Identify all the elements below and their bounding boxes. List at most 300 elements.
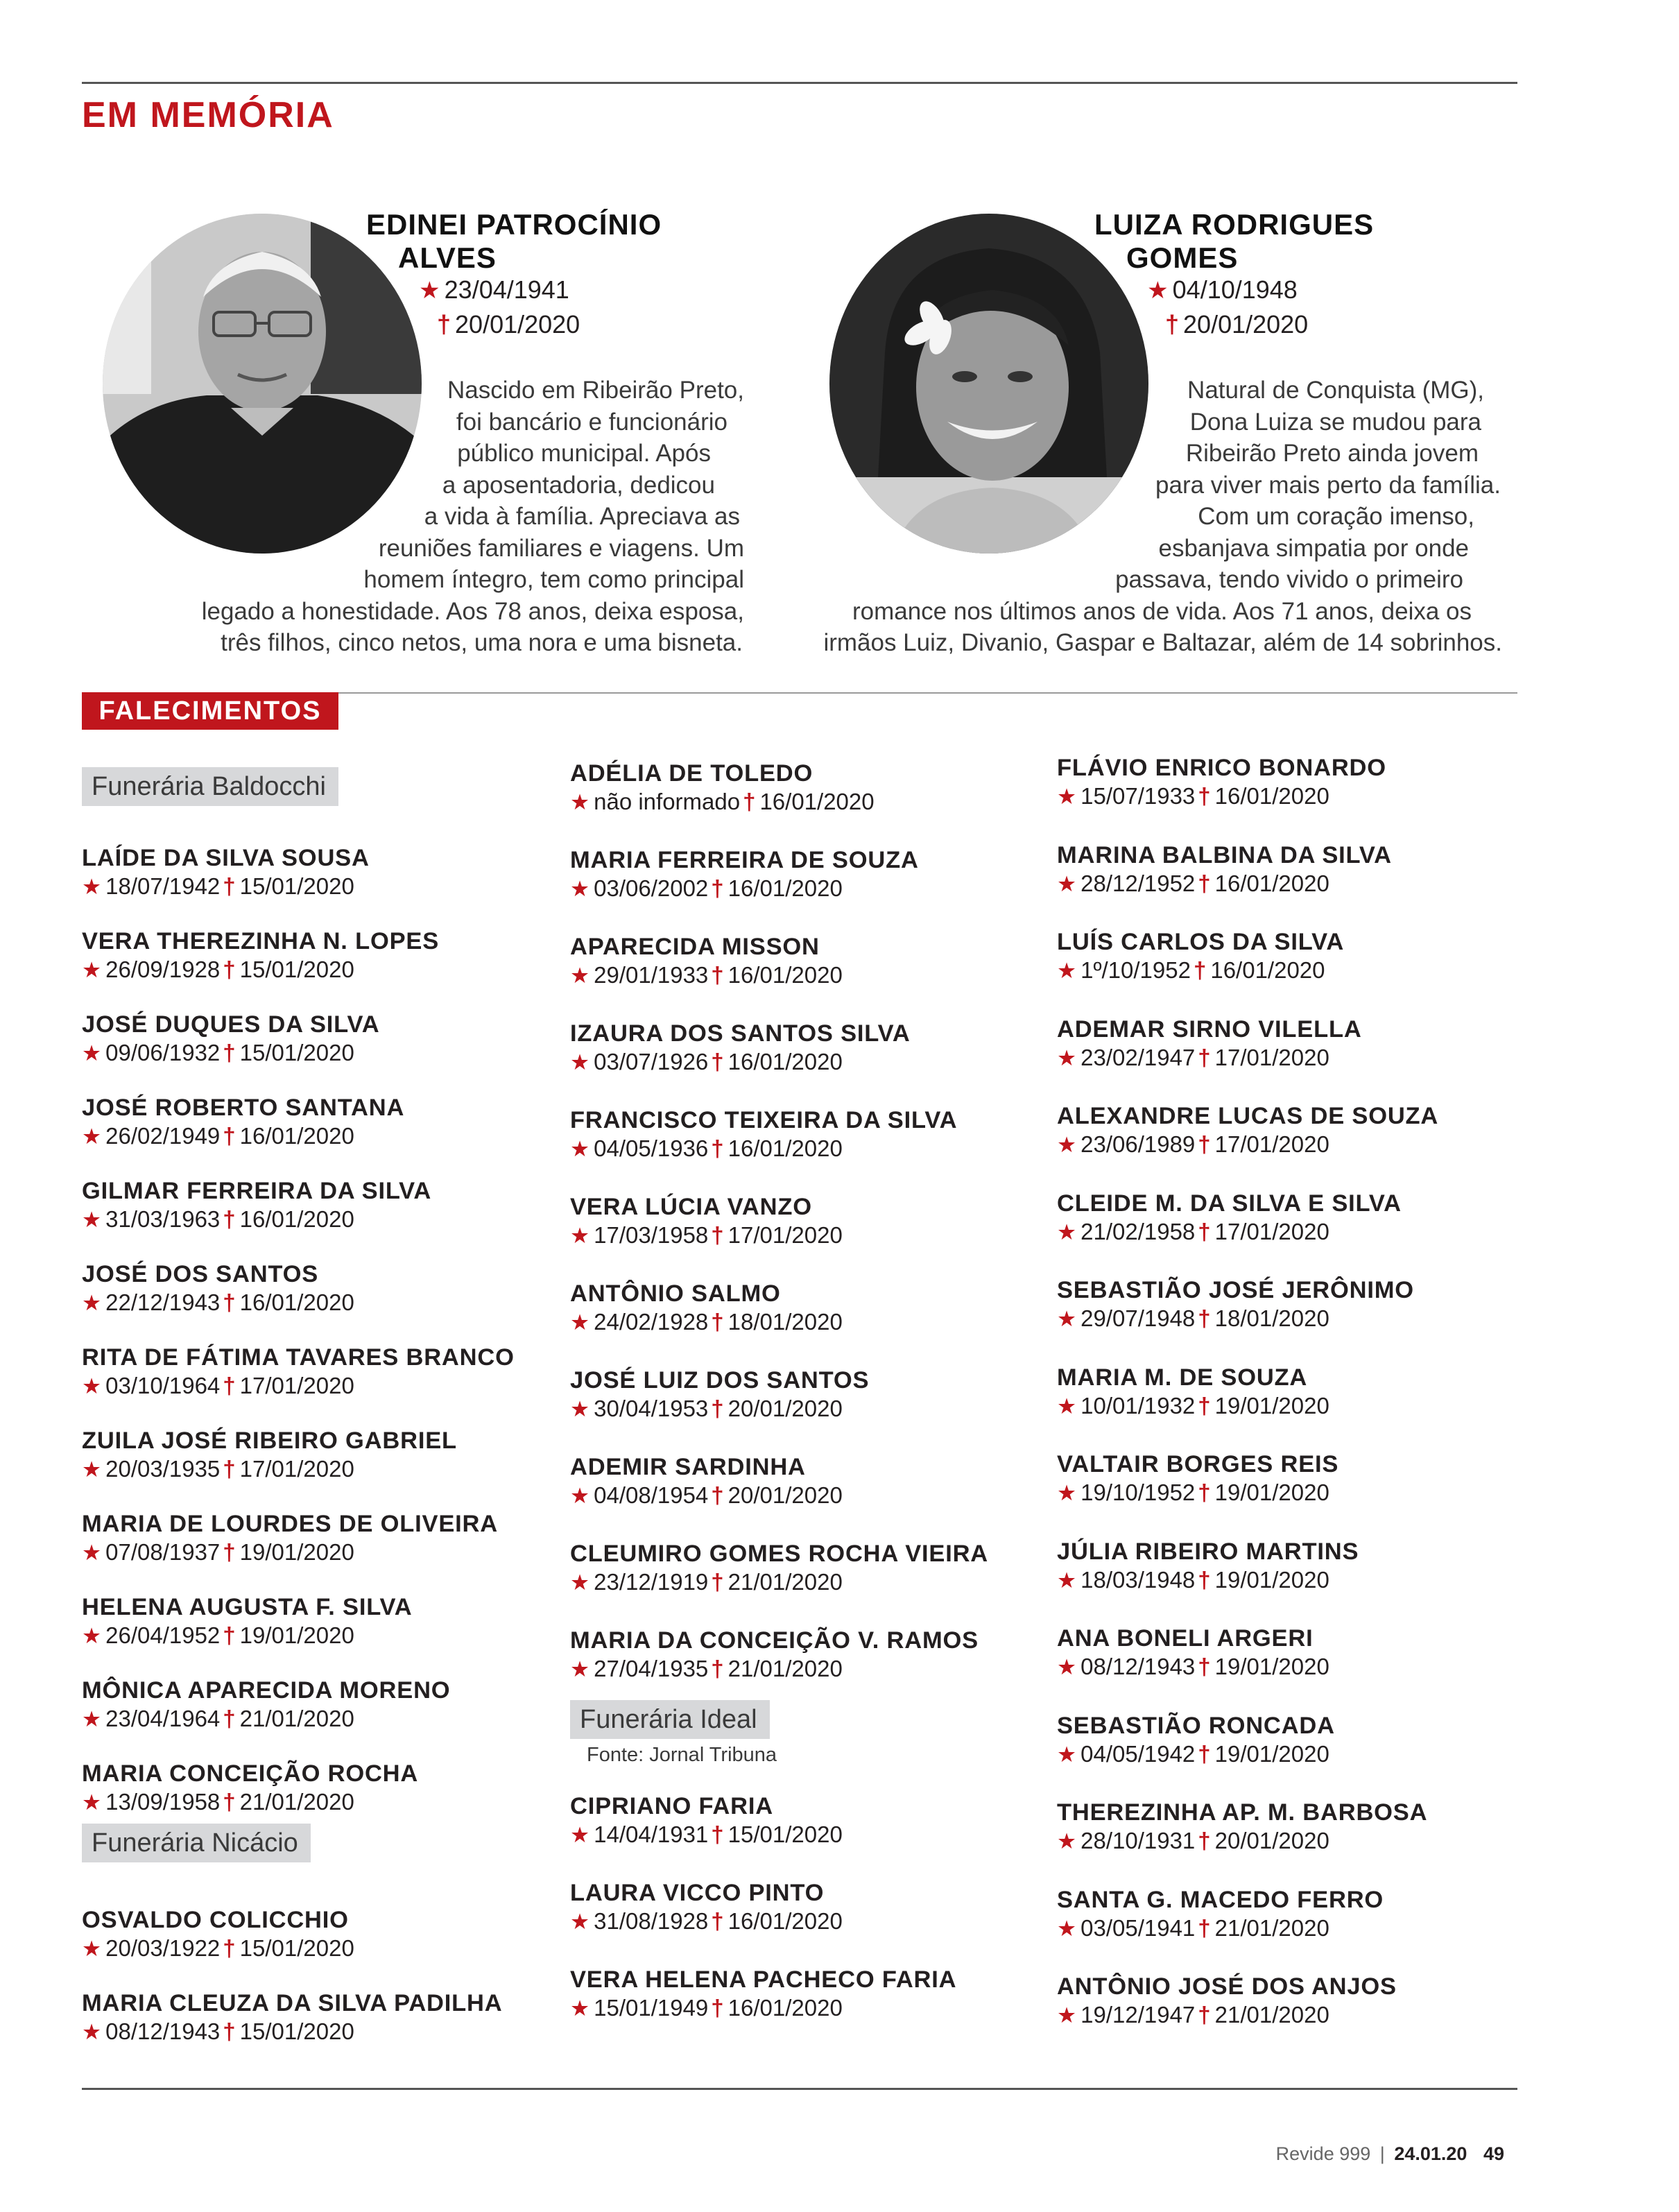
born-date: 23/02/1947 xyxy=(1080,1044,1196,1070)
life-dates xyxy=(1057,1479,1535,1507)
born-date: 04/10/1948 xyxy=(1172,275,1298,304)
obituary-list xyxy=(570,759,1049,1713)
cross-icon: † xyxy=(223,1040,236,1065)
cross-icon: † xyxy=(223,1123,236,1149)
cross-icon: † xyxy=(711,1995,724,2021)
died-date: 16/01/2020 xyxy=(1214,783,1329,809)
cross-icon: † xyxy=(711,1821,724,1847)
memorial-name-line2: ALVES xyxy=(398,241,497,274)
life-dates xyxy=(82,956,560,984)
bio-line: para viver mais perto da família. xyxy=(1155,471,1501,499)
star-icon: ★ xyxy=(570,963,590,988)
born-date: 20/03/1935 xyxy=(105,1456,221,1482)
star-icon: ★ xyxy=(82,1457,102,1482)
born-date: 22/12/1943 xyxy=(105,1289,221,1315)
died-date: 16/01/2020 xyxy=(1214,870,1329,896)
page-number: 49 xyxy=(1483,2143,1504,2164)
died-date: 20/01/2020 xyxy=(727,1396,843,1421)
bio-line: Dona Luiza se mudou para xyxy=(1189,408,1481,436)
memorial-bio xyxy=(809,375,1502,659)
obituary-entry xyxy=(570,1192,1049,1279)
memorial-died xyxy=(1162,309,1308,340)
memorial-name xyxy=(366,208,755,275)
star-icon: ★ xyxy=(1057,1045,1077,1070)
cross-icon: † xyxy=(711,962,724,988)
died-date: 16/01/2020 xyxy=(239,1289,354,1315)
obituary-entry xyxy=(1057,1450,1535,1537)
cross-icon: † xyxy=(1198,1044,1211,1070)
life-dates xyxy=(570,1395,1049,1423)
cross-icon: † xyxy=(223,1206,236,1232)
born-date: 29/01/1933 xyxy=(594,962,709,988)
born-date: 03/10/1964 xyxy=(105,1373,221,1398)
obituary-entry xyxy=(570,1965,1049,2052)
born-date: 17/03/1958 xyxy=(594,1222,709,1248)
life-dates xyxy=(570,1135,1049,1163)
deceased-name: SEBASTIÃO JOSÉ JERÔNIMO xyxy=(1057,1277,1414,1303)
star-icon: ★ xyxy=(570,1310,590,1335)
star-icon: ★ xyxy=(570,1484,590,1508)
obituary-entry xyxy=(570,1019,1049,1106)
deceased-name: MARIA DE LOURDES DE OLIVEIRA xyxy=(82,1511,498,1537)
obituary-entry xyxy=(82,843,560,927)
obituary-entry xyxy=(1057,1101,1535,1189)
born-date: 15/01/1949 xyxy=(594,1995,709,2021)
died-date: 21/01/2020 xyxy=(239,1789,354,1815)
obituary-entry xyxy=(82,1010,560,1093)
star-icon: ★ xyxy=(1057,1133,1077,1157)
deceased-name: JOSÉ DUQUES DA SILVA xyxy=(82,1011,380,1038)
deceased-name: OSVALDO COLICCHIO xyxy=(82,1907,349,1933)
died-date: 16/01/2020 xyxy=(727,1908,843,1934)
memorial-card xyxy=(809,208,1502,666)
cross-icon: † xyxy=(223,873,236,899)
born-date: 31/08/1928 xyxy=(594,1908,709,1934)
deceased-name: JOSÉ DOS SANTOS xyxy=(82,1261,319,1287)
deceased-name: FRANCISCO TEIXEIRA DA SILVA xyxy=(570,1107,958,1133)
deceased-name: JÚLIA RIBEIRO MARTINS xyxy=(1057,1538,1359,1565)
died-date: 15/01/2020 xyxy=(239,873,354,899)
cross-icon: † xyxy=(1198,1566,1211,1593)
died-date: 16/01/2020 xyxy=(239,1123,354,1149)
died-date: 15/01/2020 xyxy=(239,957,354,982)
born-date: 29/07/1948 xyxy=(1080,1305,1196,1331)
born-date: 04/08/1954 xyxy=(594,1482,709,1508)
life-dates xyxy=(570,1568,1049,1597)
bio-line: Ribeirão Preto ainda jovem xyxy=(1185,440,1479,467)
memorial-card xyxy=(82,208,775,666)
life-dates xyxy=(82,1935,560,1963)
life-dates xyxy=(82,1788,560,1817)
obituary-list xyxy=(82,843,560,1842)
magazine-name: Revide 999 xyxy=(1275,2143,1371,2164)
star-icon: ★ xyxy=(1057,2003,1077,2027)
bio-line: reuniões familiares e viagens. Um xyxy=(378,534,744,562)
deceased-name: RITA DE FÁTIMA TAVARES BRANCO xyxy=(82,1344,515,1371)
obituary-entry xyxy=(82,1343,560,1426)
cross-icon: † xyxy=(1198,1914,1211,1941)
life-dates xyxy=(1057,1044,1535,1072)
deceased-name: GILMAR FERREIRA DA SILVA xyxy=(82,1178,432,1204)
star-icon: ★ xyxy=(82,1707,102,1731)
obituary-entry xyxy=(1057,1711,1535,1799)
born-date: 19/10/1952 xyxy=(1080,1480,1196,1505)
deceased-name: MARIA DA CONCEIÇÃO V. RAMOS xyxy=(570,1627,979,1654)
obituary-entry xyxy=(1057,927,1535,1015)
cross-icon: † xyxy=(437,310,451,338)
star-icon: ★ xyxy=(1057,1829,1077,1853)
funeral-home-label: Funerária Baldocchi xyxy=(82,767,338,806)
star-icon: ★ xyxy=(82,875,102,899)
obituary-entry xyxy=(1057,1015,1535,1102)
born-date: 23/12/1919 xyxy=(594,1569,709,1595)
born-date: 15/07/1933 xyxy=(1080,783,1196,809)
cross-icon: † xyxy=(711,1396,724,1421)
star-icon: ★ xyxy=(1057,1219,1077,1244)
star-icon: ★ xyxy=(1057,1916,1077,1941)
born-date: 14/04/1931 xyxy=(594,1821,709,1847)
obituary-entry xyxy=(570,1106,1049,1192)
obituary-entry xyxy=(1057,1624,1535,1711)
life-dates xyxy=(1057,1218,1535,1246)
born-date: 26/09/1928 xyxy=(105,957,221,982)
memorial-name-line1: LUIZA RODRIGUES xyxy=(1094,208,1375,241)
source-note: Fonte: Jornal Tribuna xyxy=(587,1744,777,1766)
life-dates xyxy=(82,1538,560,1567)
life-dates xyxy=(82,1039,560,1068)
born-date: 04/05/1936 xyxy=(594,1135,709,1161)
memorial-name-line1: EDINEI PATROCÍNIO xyxy=(366,208,662,241)
footer-separator: | xyxy=(1379,2143,1385,2164)
star-icon: ★ xyxy=(82,1624,102,1648)
star-icon: ★ xyxy=(82,1937,102,1961)
obituary-entry xyxy=(1057,1798,1535,1885)
deceased-name: VALTAIR BORGES REIS xyxy=(1057,1451,1339,1477)
star-icon: ★ xyxy=(570,1050,590,1074)
star-icon: ★ xyxy=(570,1657,590,1681)
cross-icon: † xyxy=(1198,1392,1211,1418)
life-dates xyxy=(1057,1827,1535,1855)
star-icon: ★ xyxy=(419,277,440,304)
obituary-entry xyxy=(82,1176,560,1260)
bottom-rule xyxy=(82,2088,1517,2090)
cross-icon: † xyxy=(223,1935,236,1961)
life-dates xyxy=(82,2018,560,2046)
deceased-name: JOSÉ ROBERTO SANTANA xyxy=(82,1095,405,1121)
born-date: 08/12/1943 xyxy=(1080,1654,1196,1679)
born-date: 23/04/1964 xyxy=(105,1706,221,1731)
star-icon: ★ xyxy=(570,1910,590,1934)
born-date: 10/01/1932 xyxy=(1080,1392,1196,1418)
born-date: 09/06/1932 xyxy=(105,1040,221,1065)
deceased-name: CLEUMIRO GOMES ROCHA VIEIRA xyxy=(570,1541,989,1567)
cross-icon: † xyxy=(223,1706,236,1731)
born-date: 20/03/1922 xyxy=(105,1935,221,1961)
cross-icon: † xyxy=(223,1789,236,1815)
star-icon: ★ xyxy=(570,1224,590,1248)
section-title: EM MEMÓRIA xyxy=(82,95,334,135)
memorial-born xyxy=(419,275,569,306)
top-rule xyxy=(82,82,1517,84)
cross-icon: † xyxy=(1193,957,1207,983)
died-date: 19/01/2020 xyxy=(1214,1392,1329,1418)
life-dates xyxy=(570,961,1049,990)
died-date: 20/01/2020 xyxy=(727,1482,843,1508)
born-date: 24/02/1928 xyxy=(594,1309,709,1335)
born-date: 23/04/1941 xyxy=(444,275,569,304)
died-date: 18/01/2020 xyxy=(1214,1305,1329,1331)
bio-line: legado a honestidade. Aos 78 anos, deixa esposa, xyxy=(201,597,744,625)
obituary-entry xyxy=(570,1539,1049,1626)
deceased-name: ANTÔNIO JOSÉ DOS ANJOS xyxy=(1057,1973,1397,2000)
obituary-entry xyxy=(1057,1276,1535,1363)
died-date: 16/01/2020 xyxy=(1210,957,1325,983)
life-dates xyxy=(82,1705,560,1733)
cross-icon: † xyxy=(711,1049,724,1074)
obituary-entry xyxy=(570,1279,1049,1366)
deceased-name: LUÍS CARLOS DA SILVA xyxy=(1057,929,1345,955)
died-date: 19/01/2020 xyxy=(1214,1740,1329,1767)
died-date: 17/01/2020 xyxy=(239,1456,354,1482)
born-date: 18/03/1948 xyxy=(1080,1566,1196,1593)
died-date: 21/01/2020 xyxy=(727,1569,843,1595)
born-date: 1º/10/1952 xyxy=(1080,957,1191,983)
deceased-name: VERA THEREZINHA N. LOPES xyxy=(82,928,440,954)
cross-icon: † xyxy=(1198,783,1211,809)
died-date: 19/01/2020 xyxy=(1214,1566,1329,1593)
cross-icon: † xyxy=(223,957,236,982)
obituary-list xyxy=(1057,753,1535,2059)
memorial-bio xyxy=(82,375,744,659)
died-date: 15/01/2020 xyxy=(239,1935,354,1961)
falecimentos-badge: FALECIMENTOS xyxy=(82,692,338,730)
bio-line: três filhos, cinco netos, uma nora e uma bisneta. xyxy=(221,629,743,656)
star-icon: ★ xyxy=(1057,1742,1077,1767)
died-date: 21/01/2020 xyxy=(239,1706,354,1731)
cross-icon: † xyxy=(223,2018,236,2044)
life-dates xyxy=(570,1907,1049,1936)
born-date: não informado xyxy=(594,789,741,814)
cross-icon: † xyxy=(223,1289,236,1315)
obituary-entry xyxy=(1057,753,1535,841)
deceased-name: MÔNICA APARECIDA MORENO xyxy=(82,1677,451,1704)
deceased-name: VERA HELENA PACHECO FARIA xyxy=(570,1966,957,1993)
born-date: 08/12/1943 xyxy=(105,2018,221,2044)
cross-icon: † xyxy=(223,1373,236,1398)
star-icon: ★ xyxy=(1057,1655,1077,1679)
obituary-entry xyxy=(82,1260,560,1343)
died-date: 16/01/2020 xyxy=(727,1135,843,1161)
obituary-entry xyxy=(1057,1885,1535,1973)
cross-icon: † xyxy=(1198,2002,1211,2027)
deceased-name: MARINA BALBINA DA SILVA xyxy=(1057,841,1392,868)
deceased-name: IZAURA DOS SANTOS SILVA xyxy=(570,1020,911,1047)
died-date: 17/01/2020 xyxy=(1214,1131,1329,1157)
deceased-name: ADÉLIA DE TOLEDO xyxy=(570,760,813,787)
life-dates xyxy=(1057,1566,1535,1595)
star-icon: ★ xyxy=(1057,1307,1077,1331)
star-icon: ★ xyxy=(82,2020,102,2044)
cross-icon: † xyxy=(223,1622,236,1648)
died-date: 19/01/2020 xyxy=(1214,1480,1329,1505)
page-footer xyxy=(1276,2143,1504,2165)
life-dates xyxy=(570,1821,1049,1849)
bio-line: esbanjava simpatia por onde xyxy=(1158,534,1469,562)
deceased-name: ADEMIR SARDINHA xyxy=(570,1454,806,1480)
star-icon: ★ xyxy=(82,1790,102,1815)
deceased-name: LAÍDE DA SILVA SOUSA xyxy=(82,845,370,871)
died-date: 15/01/2020 xyxy=(727,1821,843,1847)
obituary-entry xyxy=(82,1676,560,1759)
died-date: 17/01/2020 xyxy=(1214,1218,1329,1244)
deceased-name: SANTA G. MACEDO FERRO xyxy=(1057,1886,1384,1913)
born-date: 04/05/1942 xyxy=(1080,1740,1196,1767)
cross-icon: † xyxy=(711,1309,724,1335)
died-date: 19/01/2020 xyxy=(1214,1654,1329,1679)
died-date: 20/01/2020 xyxy=(1183,310,1309,338)
life-dates xyxy=(1057,1305,1535,1333)
died-date: 19/01/2020 xyxy=(239,1622,354,1648)
cross-icon: † xyxy=(1165,310,1180,338)
cross-icon: † xyxy=(743,789,756,814)
obituary-entry xyxy=(82,1509,560,1593)
born-date: 23/06/1989 xyxy=(1080,1131,1196,1157)
obituary-entry xyxy=(82,1989,560,2072)
cross-icon: † xyxy=(711,875,724,901)
bio-line: romance nos últimos anos de vida. Aos 71 anos, deixa os xyxy=(852,597,1472,625)
obituary-column-2 xyxy=(570,749,1049,2052)
born-date: 19/12/1947 xyxy=(1080,2002,1196,2027)
deceased-name: MARIA CONCEIÇÃO ROCHA xyxy=(82,1760,419,1787)
star-icon: ★ xyxy=(1057,785,1077,809)
died-date: 16/01/2020 xyxy=(727,875,843,901)
life-dates xyxy=(570,1048,1049,1077)
born-date: 28/12/1952 xyxy=(1080,870,1196,896)
star-icon: ★ xyxy=(82,1291,102,1315)
deceased-name: CLEIDE M. DA SILVA E SILVA xyxy=(1057,1190,1402,1217)
obituary-entry xyxy=(570,1366,1049,1452)
cross-icon: † xyxy=(711,1656,724,1681)
born-date: 31/03/1963 xyxy=(105,1206,221,1232)
cross-icon: † xyxy=(711,1135,724,1161)
cross-icon: † xyxy=(223,1539,236,1565)
deceased-name: ADEMAR SIRNO VILELLA xyxy=(1057,1015,1362,1043)
born-date: 26/02/1949 xyxy=(105,1123,221,1149)
life-dates xyxy=(570,875,1049,903)
born-date: 03/06/2002 xyxy=(594,875,709,901)
died-date: 17/01/2020 xyxy=(239,1373,354,1398)
cross-icon: † xyxy=(1198,1654,1211,1679)
star-icon: ★ xyxy=(1057,959,1077,983)
bio-line: Com um coração imenso, xyxy=(1198,503,1474,530)
life-dates xyxy=(1057,957,1535,985)
died-date: 17/01/2020 xyxy=(727,1222,843,1248)
cross-icon: † xyxy=(711,1482,724,1508)
deceased-name: HELENA AUGUSTA F. SILVA xyxy=(82,1594,413,1620)
life-dates xyxy=(570,1308,1049,1337)
life-dates xyxy=(1057,1914,1535,1943)
star-icon: ★ xyxy=(570,790,590,814)
life-dates xyxy=(1057,1653,1535,1681)
obituary-entry xyxy=(570,759,1049,846)
memorial-name xyxy=(1094,208,1483,275)
cross-icon: † xyxy=(711,1222,724,1248)
died-date: 18/01/2020 xyxy=(727,1309,843,1335)
star-icon: ★ xyxy=(82,1541,102,1565)
star-icon: ★ xyxy=(82,1374,102,1398)
bio-line: Nascido em Ribeirão Preto, xyxy=(447,377,744,404)
star-icon: ★ xyxy=(570,1570,590,1595)
cross-icon: † xyxy=(223,1456,236,1482)
life-dates xyxy=(1057,1131,1535,1159)
cross-icon: † xyxy=(1198,870,1211,896)
star-icon: ★ xyxy=(570,1823,590,1847)
born-date: 21/02/1958 xyxy=(1080,1218,1196,1244)
born-date: 30/04/1953 xyxy=(594,1396,709,1421)
died-date: 16/01/2020 xyxy=(239,1206,354,1232)
deceased-name: FLÁVIO ENRICO BONARDO xyxy=(1057,755,1386,781)
died-date: 21/01/2020 xyxy=(1214,1914,1329,1941)
cross-icon: † xyxy=(711,1569,724,1595)
star-icon: ★ xyxy=(82,1208,102,1232)
died-date: 16/01/2020 xyxy=(727,962,843,988)
star-icon: ★ xyxy=(1057,1568,1077,1593)
died-date: 21/01/2020 xyxy=(727,1656,843,1681)
life-dates xyxy=(82,1206,560,1234)
bio-line: passava, tendo vivido o primeiro xyxy=(1115,566,1463,593)
died-date: 20/01/2020 xyxy=(455,310,580,338)
life-dates xyxy=(82,1289,560,1317)
died-date: 17/01/2020 xyxy=(1214,1044,1329,1070)
died-date: 20/01/2020 xyxy=(1214,1828,1329,1853)
star-icon: ★ xyxy=(82,958,102,982)
memorial-name-line2: GOMES xyxy=(1126,241,1239,274)
died-date: 15/01/2020 xyxy=(239,2018,354,2044)
memorial-born xyxy=(1147,275,1298,306)
obituary-entry xyxy=(570,1452,1049,1539)
star-icon: ★ xyxy=(570,1137,590,1161)
cross-icon: † xyxy=(1198,1828,1211,1853)
died-date: 21/01/2020 xyxy=(1214,2002,1329,2027)
life-dates xyxy=(82,1372,560,1400)
life-dates xyxy=(1057,870,1535,898)
cross-icon: † xyxy=(1198,1480,1211,1505)
cross-icon: † xyxy=(1198,1305,1211,1331)
obituary-entry xyxy=(1057,841,1535,928)
star-icon: ★ xyxy=(1057,1481,1077,1505)
obituary-entry xyxy=(82,1426,560,1509)
deceased-name: MARIA FERREIRA DE SOUZA xyxy=(570,847,919,873)
deceased-name: MARIA M. DE SOUZA xyxy=(1057,1364,1308,1391)
star-icon: ★ xyxy=(1057,1394,1077,1418)
life-dates xyxy=(82,873,560,901)
life-dates xyxy=(82,1455,560,1484)
life-dates xyxy=(1057,1740,1535,1769)
funeral-home-label: Funerária Ideal xyxy=(570,1700,770,1739)
star-icon: ★ xyxy=(82,1124,102,1149)
born-date: 26/04/1952 xyxy=(105,1622,221,1648)
star-icon: ★ xyxy=(570,877,590,901)
deceased-name: APARECIDA MISSON xyxy=(570,934,820,960)
obituary-entry xyxy=(82,1905,560,1989)
funeral-home-label: Funerária Nicácio xyxy=(82,1824,311,1862)
born-date: 27/04/1935 xyxy=(594,1656,709,1681)
life-dates xyxy=(82,1122,560,1151)
cross-icon: † xyxy=(1198,1740,1211,1767)
bio-line: foi bancário e funcionário xyxy=(456,408,727,436)
obituary-column-3 xyxy=(1057,749,1535,2059)
life-dates xyxy=(1057,1392,1535,1421)
